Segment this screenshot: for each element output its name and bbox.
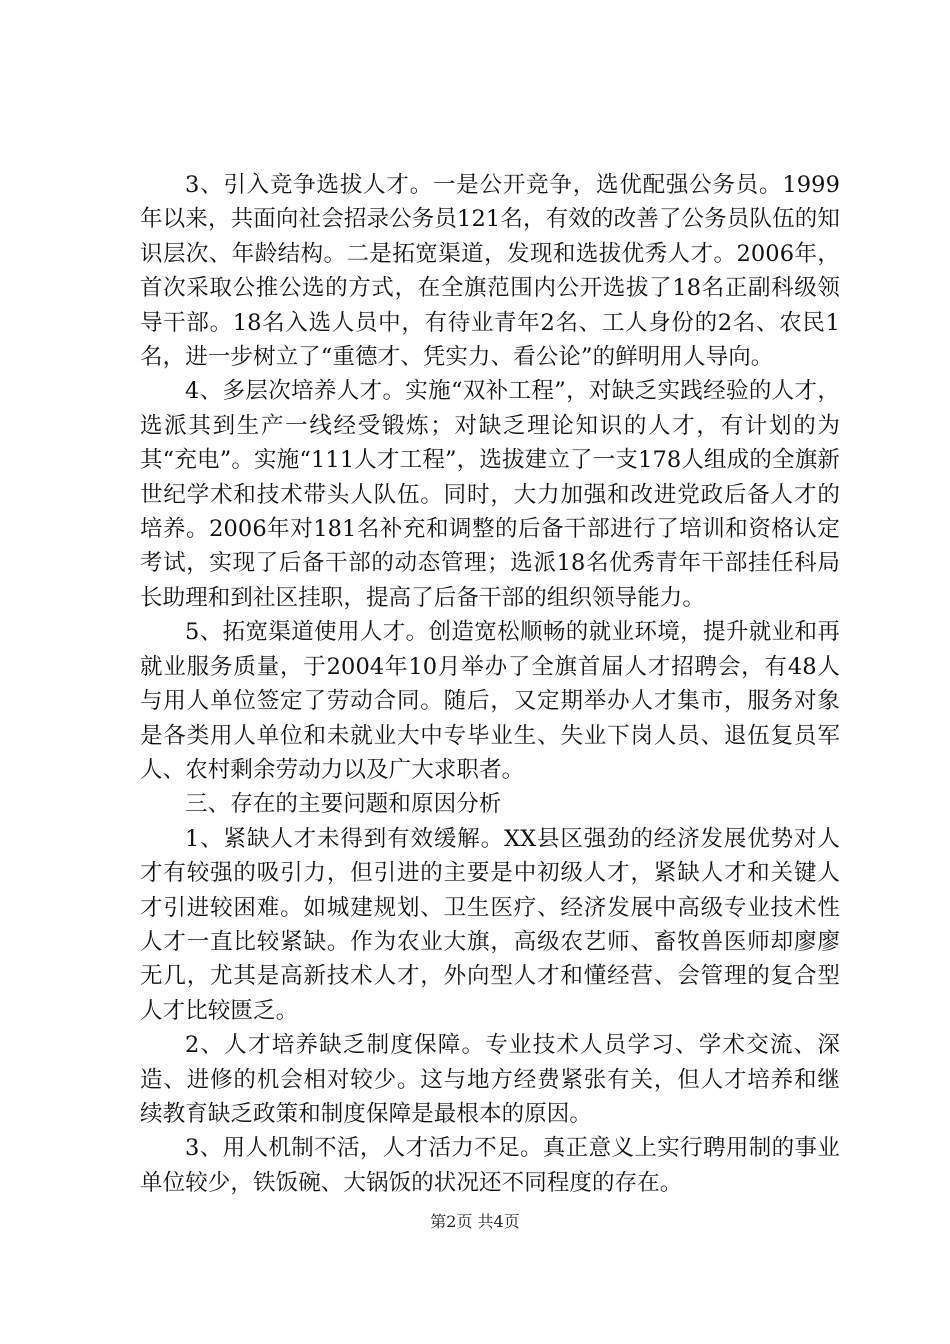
paragraph-competitive-selection: 3、引入竞争选拔人才。一是公开竞争，选优配强公务员。1999年以来，共面向社会招录公务员121名，有效的改善了公务员队伍的知识层次、年龄结构。二是拓宽渠道，发现和选拔优秀人才。2006年，首次采取公推公选的方式，在全旗范围内公开选拔了18名正副科级领导干部。18名入选人员中，有待业青年2名、工人身份的2名、农民1名，进一步树立了“重德才、凭实力、看公论”的鲜明用人导向。 [140,172,840,371]
page-number: 第2页 共4页 [430,1212,520,1231]
paragraph-employment-mechanism: 3、用人机制不活，人才活力不足。真正意义上实行聘用制的事业单位较少，铁饭碗、大锅饭的状况还不同程度的存在。 [140,1135,840,1196]
page-footer [0,1212,950,1232]
document-body [140,168,840,1200]
paragraph-training-system: 2、人才培养缺乏制度保障。专业技术人员学习、学术交流、深造、进修的机会相对较少。这与地方经费紧张有关，但人才培养和继续教育缺乏政策和制度保障是最根本的原因。 [140,1032,840,1127]
section-heading-problems: 三、存在的主要问题和原因分析 [185,791,502,818]
paragraph-multilevel-training: 4、多层次培养人才。实施“双补工程”，对缺乏实践经验的人才，选派其到生产一线经受锻炼；对缺乏理论知识的人才，有计划的为其“充电”。实施“111人才工程”，选拔建立了一支178人组成的全旗新世纪学术和技术带头人队伍。同时，大力加强和改进党政后备人才的培养。2006年对181名补充和调整的后备干部进行了培训和资格认定考试，实现了后备干部的动态管理；选派18名优秀青年干部挂任科局长助理和到社区挂职，提高了后备干部的组织领导能力。 [140,378,840,611]
paragraph-talent-shortage: 1、紧缺人才未得到有效缓解。XX县区强劲的经济发展优势对人才有较强的吸引力，但引进的主要是中初级人才，紧缺人才和关键人才引进较困难。如城建规划、卫生医疗、经济发展中高级专业技术性人才一直比较紧缺。作为农业大旗，高级农艺师、畜牧兽医师却廖廖无几，尤其是高新技术人才，外向型人才和懂经营、会管理的复合型人才比较匮乏。 [140,825,840,1024]
paragraph-broaden-channels: 5、拓宽渠道使用人才。创造宽松顺畅的就业环境，提升就业和再就业服务质量，于2004年10月举办了全旗首届人才招聘会，有48人与用人单位签定了劳动合同。随后，又定期举办人才集市，服务对象是各类用人单位和未就业大中专毕业生、失业下岗人员、退伍复员军人、农村剩余劳动力以及广大求职者。 [140,619,840,783]
